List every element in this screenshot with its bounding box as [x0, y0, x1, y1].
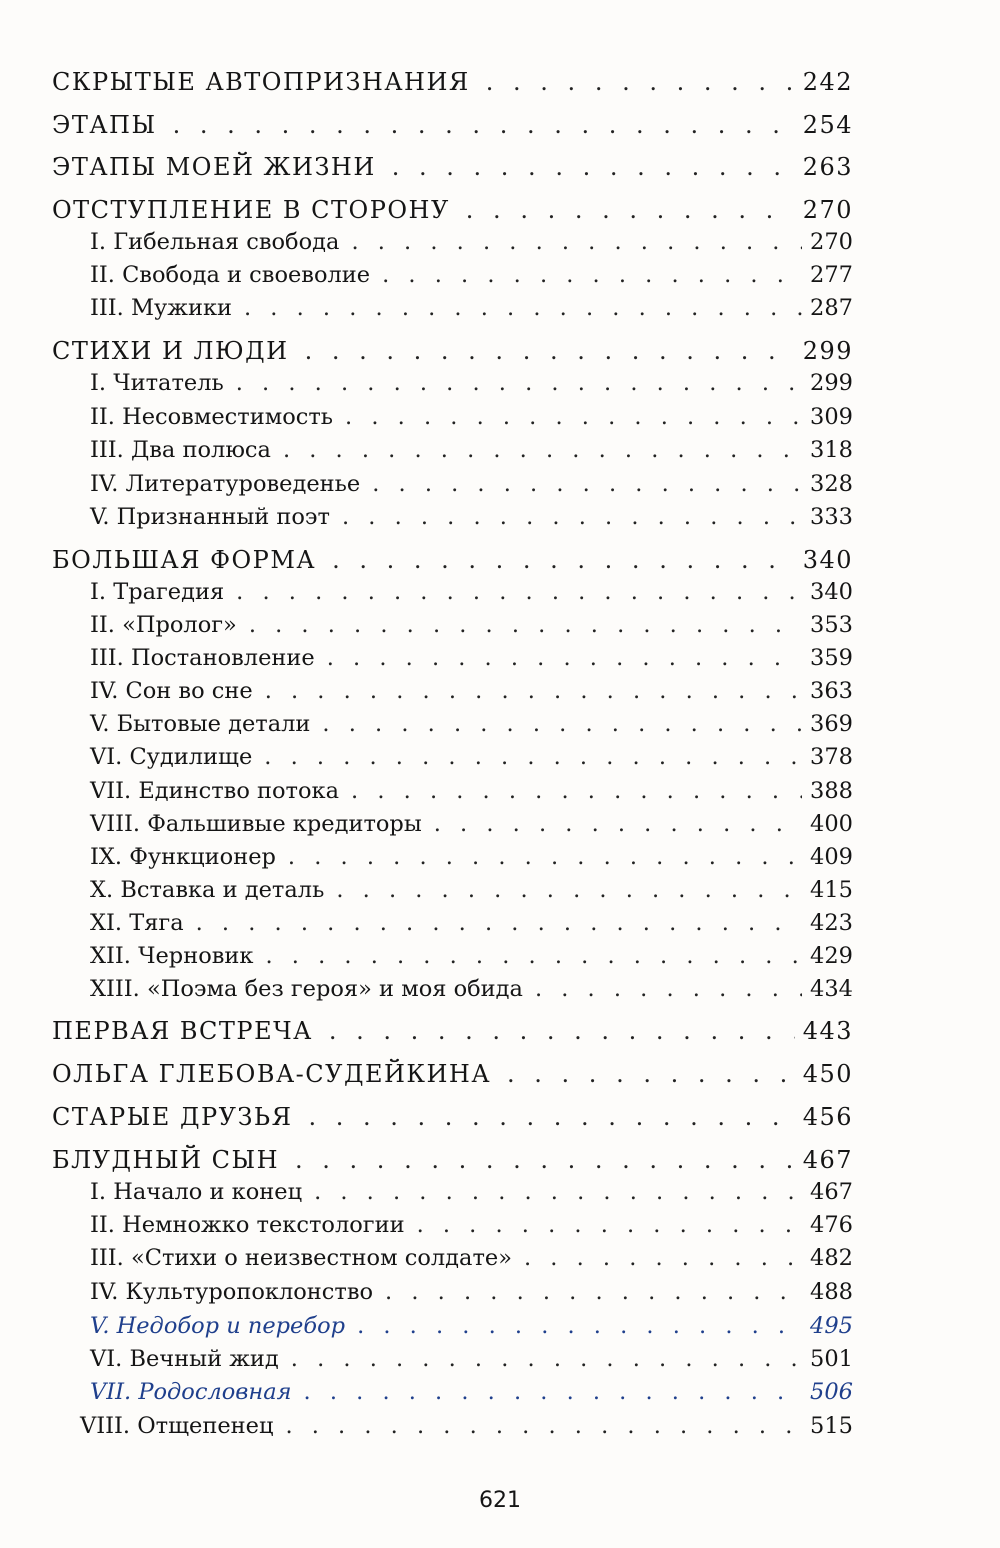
- toc-entry-title: СТИХИ И ЛЮДИ: [52, 337, 289, 365]
- dot-leader: [351, 229, 802, 255]
- toc-entry-page: 495: [810, 1313, 853, 1339]
- toc-entry-page: 423: [810, 910, 853, 936]
- dot-leader: [466, 196, 795, 224]
- toc-entry-page: 353: [810, 612, 853, 638]
- toc-entry-page: 429: [810, 943, 853, 969]
- toc-entry: [0, 295, 853, 321]
- toc-entry: [0, 1060, 853, 1088]
- dot-leader: [308, 1103, 794, 1131]
- toc-entry: [0, 579, 853, 605]
- toc-entry: [0, 877, 853, 903]
- dot-leader: [265, 943, 802, 969]
- dot-leader: [535, 976, 802, 1002]
- dot-leader: [295, 1146, 795, 1174]
- toc-entry: [0, 1212, 853, 1238]
- toc-entry-page: 506: [810, 1379, 853, 1405]
- toc-entry-title: X. Вставка и деталь: [90, 877, 325, 903]
- toc-entry-title: II. Немножко текстологии: [90, 1212, 405, 1238]
- toc-entry-page: 443: [802, 1017, 853, 1045]
- toc-entry-title: XIII. «Поэма без героя» и моя обида: [90, 976, 523, 1002]
- toc-entry: [0, 370, 853, 396]
- toc-entry-title: I. Гибельная свобода: [90, 229, 340, 255]
- dot-leader: [249, 612, 802, 638]
- page-number: 621: [479, 1488, 521, 1513]
- toc-entry-page: 456: [802, 1103, 853, 1131]
- toc-entry-title: II. Свобода и своеволие: [90, 262, 371, 288]
- toc-entry-page: 501: [810, 1346, 853, 1372]
- toc-entry-title: II. Несовместимость: [90, 404, 334, 430]
- toc-entry-page: 270: [810, 229, 853, 255]
- dot-leader: [385, 1279, 802, 1305]
- toc-entry: [0, 744, 853, 770]
- toc-entry: [0, 844, 853, 870]
- toc-entry: [0, 1179, 853, 1205]
- toc-entry-title: V. Признанный поэт: [90, 504, 330, 530]
- toc-entry-title: I. Начало и конец: [90, 1179, 303, 1205]
- toc-entry-page: 254: [802, 111, 853, 139]
- toc-entry-page: 328: [810, 471, 853, 497]
- dot-leader: [314, 1179, 802, 1205]
- toc-entry: [0, 196, 853, 224]
- dot-leader: [236, 370, 802, 396]
- dot-leader: [434, 811, 802, 837]
- toc-entry-title: ЭТАПЫ МОЕЙ ЖИЗНИ: [52, 153, 376, 181]
- dot-leader: [417, 1212, 802, 1238]
- toc-entry: [0, 262, 853, 288]
- toc-entry-page: 467: [802, 1146, 853, 1174]
- toc-entry-title: III. Мужики: [90, 295, 232, 321]
- toc-entry-title: IV. Литературоведенье: [90, 471, 361, 497]
- toc-entry: [0, 1245, 853, 1271]
- dot-leader: [291, 1346, 802, 1372]
- toc-entry-title: IV. Культуропоклонство: [90, 1279, 374, 1305]
- toc-entry-page: 318: [810, 437, 853, 463]
- toc-entry-page: 340: [810, 579, 853, 605]
- dot-leader: [342, 504, 802, 530]
- toc-entry: [0, 68, 853, 96]
- toc-entry-page: 333: [810, 504, 853, 530]
- dot-leader: [304, 1379, 803, 1405]
- toc-entry-title: I. Читатель: [90, 370, 224, 396]
- toc-entry: [0, 645, 853, 671]
- dot-leader: [392, 153, 795, 181]
- dot-leader: [285, 1413, 802, 1439]
- toc-entry-page: 434: [810, 976, 853, 1002]
- toc-entry: [0, 1103, 853, 1131]
- toc-entry-page: 482: [810, 1245, 853, 1271]
- toc-entry-page: 369: [810, 711, 853, 737]
- dot-leader: [524, 1245, 802, 1271]
- toc-entry-page: 287: [810, 295, 853, 321]
- toc-entry-page: 309: [810, 404, 853, 430]
- toc-entry-title: III. «Стихи о неизвестном солдате»: [90, 1245, 512, 1271]
- toc-entry: [0, 1146, 853, 1174]
- toc-entry-highlighted: [0, 1379, 853, 1405]
- toc-entry-page: 476: [810, 1212, 853, 1238]
- toc-entry-page: 270: [802, 196, 853, 224]
- toc-entry: [0, 778, 853, 804]
- toc-entry-page: 378: [810, 744, 853, 770]
- dot-leader: [332, 546, 795, 574]
- toc-entry-page: 277: [810, 262, 853, 288]
- toc-entry: [0, 504, 853, 530]
- toc-entry: [0, 976, 853, 1002]
- dot-leader: [357, 1313, 802, 1339]
- dot-leader: [236, 579, 802, 605]
- toc-entry-page: 299: [802, 337, 853, 365]
- toc-entry: [0, 337, 853, 365]
- toc-entry: [0, 437, 853, 463]
- toc-entry-page: 409: [810, 844, 853, 870]
- toc-entry-title: II. «Пролог»: [90, 612, 237, 638]
- dot-leader: [264, 744, 802, 770]
- toc-entry-page: 359: [810, 645, 853, 671]
- toc-entry: [0, 1346, 853, 1372]
- dot-leader: [244, 295, 802, 321]
- toc-entry-title: ЭТАПЫ: [52, 111, 157, 139]
- toc-entry-title: V. Недобор и перебор: [90, 1313, 346, 1339]
- toc-entry-title: XI. Тяга: [90, 910, 184, 936]
- dot-leader: [283, 437, 802, 463]
- toc-entry-title: ОТСТУПЛЕНИЕ В СТОРОНУ: [52, 196, 450, 224]
- dot-leader: [351, 778, 802, 804]
- toc-entry: [0, 153, 853, 181]
- toc-entry: [0, 471, 853, 497]
- dot-leader: [336, 877, 802, 903]
- toc-entry-title: БОЛЬШАЯ ФОРМА: [52, 546, 317, 574]
- toc-entry-title: XII. Черновик: [90, 943, 254, 969]
- toc-entry-title: VI. Вечный жид: [90, 1346, 279, 1372]
- toc-entry-title: IV. Сон во сне: [90, 678, 253, 704]
- toc-entry: [0, 678, 853, 704]
- toc-entry-title: I. Трагедия: [90, 579, 225, 605]
- toc-entry-page: 299: [810, 370, 853, 396]
- dot-leader: [327, 645, 802, 671]
- toc-entry: [0, 612, 853, 638]
- dot-leader: [507, 1060, 795, 1088]
- toc-entry: [0, 1279, 853, 1305]
- toc-entry-page: 388: [810, 778, 853, 804]
- toc-entry-title: III. Постановление: [90, 645, 315, 671]
- toc-entry-page: 488: [810, 1279, 853, 1305]
- dot-leader: [486, 68, 795, 96]
- toc-entry-page: 415: [810, 877, 853, 903]
- toc-entry-title: VI. Судилище: [90, 744, 253, 770]
- toc-entry-page: 263: [802, 153, 853, 181]
- toc-entry: [0, 404, 853, 430]
- dot-leader: [265, 678, 802, 704]
- toc-entry-title: ОЛЬГА ГЛЕБОВА-СУДЕЙКИНА: [52, 1060, 492, 1088]
- dot-leader: [288, 844, 802, 870]
- dot-leader: [329, 1017, 795, 1045]
- toc-entry: [0, 229, 853, 255]
- dot-leader: [322, 711, 802, 737]
- dot-leader: [372, 471, 802, 497]
- toc-entry: [0, 811, 853, 837]
- toc-entry-title: V. Бытовые детали: [90, 711, 311, 737]
- toc-entry: [0, 111, 853, 139]
- toc-entry: [0, 910, 853, 936]
- toc-entry-highlighted: [0, 1313, 853, 1339]
- toc-entry-title: VIII. Отщепенец: [80, 1413, 274, 1439]
- toc-entry-page: 242: [802, 68, 853, 96]
- toc-entry: [0, 1413, 853, 1439]
- toc-entry-page: 400: [810, 811, 853, 837]
- toc-entry-title: ПЕРВАЯ ВСТРЕЧА: [52, 1017, 313, 1045]
- toc-entry-title: СТАРЫЕ ДРУЗЬЯ: [52, 1103, 293, 1131]
- toc-entry-page: 363: [810, 678, 853, 704]
- toc-entry-title: БЛУДНЫЙ СЫН: [52, 1146, 280, 1174]
- toc-entry-title: III. Два полюса: [90, 437, 271, 463]
- toc-entry-title: VII. Единство потока: [90, 778, 340, 804]
- toc-entry-title: VII. Родословная: [90, 1379, 292, 1405]
- dot-leader: [345, 404, 802, 430]
- toc-entry: [0, 711, 853, 737]
- toc-entry: [0, 943, 853, 969]
- toc-entry-page: 340: [802, 546, 853, 574]
- toc-entry-page: 515: [810, 1413, 853, 1439]
- dot-leader: [305, 337, 795, 365]
- dot-leader: [173, 111, 795, 139]
- toc-entry-title: IX. Функционер: [90, 844, 276, 870]
- toc-entry-page: 450: [802, 1060, 853, 1088]
- dot-leader: [196, 910, 802, 936]
- dot-leader: [382, 262, 802, 288]
- toc-entry-title: СКРЫТЫЕ АВТОПРИЗНАНИЯ: [52, 68, 470, 96]
- toc-entry: [0, 1017, 853, 1045]
- toc-entry-page: 467: [810, 1179, 853, 1205]
- toc-entry: [0, 546, 853, 574]
- toc-entry-title: VIII. Фальшивые кредиторы: [90, 811, 422, 837]
